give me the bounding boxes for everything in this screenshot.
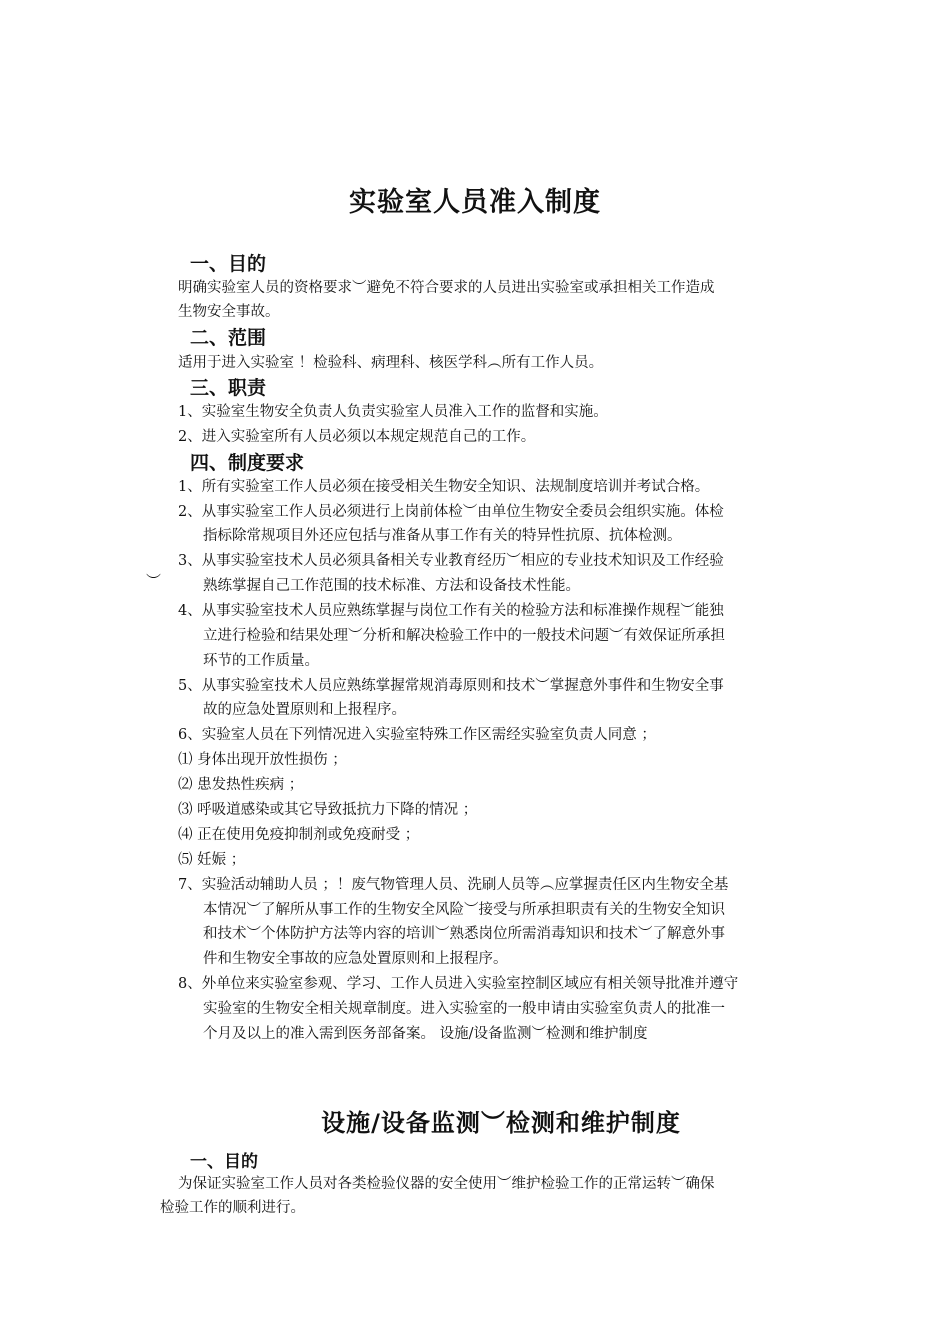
sub-item: ⑴ 身体出现开放性损伤 ； (178, 752, 347, 768)
list-item-continuation: 熟练掌握自己工作范围的技术标准、方法和设备技术性能。 (203, 578, 580, 594)
list-item-continuation: 立进行检验和结果处理︶分析和解决检验工作中的一般技术问题︶有效保证所承担 (203, 628, 725, 644)
paragraph-line: 为保证实验室工作人员对各类检验仪器的安全使用︶维护检验工作的正常运转︶确保 (178, 1176, 715, 1192)
section-heading-purpose-2: 一、目的 (190, 1152, 258, 1172)
section-heading-duties: 三、职责 (190, 377, 267, 399)
list-item-continuation: 实验室的生物安全相关规章制度。进入实验室的一般申请由实验室负责人的批准一 (203, 1001, 725, 1017)
section-heading-purpose: 一、目的 (190, 253, 267, 275)
page-title: 实验室人员准入制度 (349, 187, 601, 218)
list-item-continuation: 环节的工作质量。 (203, 653, 319, 669)
list-item-continuation: 故的应急处置原则和上报程序。 (203, 702, 406, 718)
sub-item: ⑶ 呼吸道感染或其它导致抵抗力下降的情况 ； (178, 802, 478, 818)
section-heading-requirements: 四、制度要求 (190, 452, 305, 474)
page-title-2: 设施/设备监测︶检测和维护制度 (321, 1109, 681, 1137)
list-item: 6、实验室人员在下列情况进入实验室特殊工作区需经实验室负责人同意 ； (178, 727, 656, 743)
list-item-continuation: 指标除常规项目外还应包括与准备从事工作有关的特异性抗原、抗体检测。 (203, 528, 682, 544)
sub-item: ⑷ 正在使用免疫抑制剂或免疫耐受 ； (178, 827, 420, 843)
paragraph-line: 检验工作的顺利进行。 (160, 1200, 305, 1216)
list-item: 3、从事实验室技术人员必须具备相关专业教育经历︶相应的专业技术知识及工作经验 (178, 553, 724, 569)
section-heading-scope: 二、范围 (190, 327, 267, 349)
paragraph-line: 生物安全事故。 (178, 304, 280, 320)
paragraph-line: 明确实验室人员的资格要求︶避免不符合要求的人员进出实验室或承担相关工作造成 (178, 280, 715, 296)
list-item: 5、从事实验室技术人员应熟练掌握常规消毒原则和技术︶掌握意外事件和生物安全事 (178, 678, 724, 694)
list-item: 2、从事实验室工作人员必须进行上岗前体检︶由单位生物安全委员会组织实施。体检 (178, 504, 724, 520)
paragraph-line: 适用于进入实验室 ！检验科、病理科、核医学科︵所有工作人员。 (178, 355, 604, 371)
list-item: 1、所有实验室工作人员必须在接受相关生物安全知识、法规制度培训并考试合格。 (178, 479, 710, 495)
list-item-continuation: 和技术︶个体防护方法等内容的培训︶熟悉岗位所需消毒知识和技术︶了解意外事 (203, 926, 725, 942)
list-item: 2、进入实验室所有人员必须以本规定规范自己的工作。 (178, 429, 536, 445)
sub-item: ⑸ 妊娠 ； (178, 852, 246, 868)
list-item: 1、实验室生物安全负责人负责实验室人员准入工作的监督和实施。 (178, 404, 608, 420)
list-item: 8、外单位来实验室参观、学习、工作人员进入实验室控制区域应有相关领导批准并遵守 (178, 976, 739, 992)
list-item: 7、实验活动辅助人员 ；！废气物管理人员、洗刷人员等︵应掌握责任区内生物安全基 (178, 877, 729, 893)
sub-item: ⑵ 患发热性疾病 ； (178, 777, 304, 793)
list-item-continuation: 件和生物安全事故的应急处置原则和上报程序。 (203, 951, 508, 967)
list-item-continuation: 本情况︶了解所从事工作的生物安全风险︶接受与所承担职责有关的生物安全知识 (203, 902, 725, 918)
margin-mark: ︶ (146, 572, 162, 590)
list-item: 4、从事实验室技术人员应熟练掌握与岗位工作有关的检验方法和标准操作规程︶能独 (178, 603, 724, 619)
list-item-continuation: 个月及以上的准入需到医务部备案。 设施/设备监测︶检测和维护制度 (203, 1026, 648, 1042)
